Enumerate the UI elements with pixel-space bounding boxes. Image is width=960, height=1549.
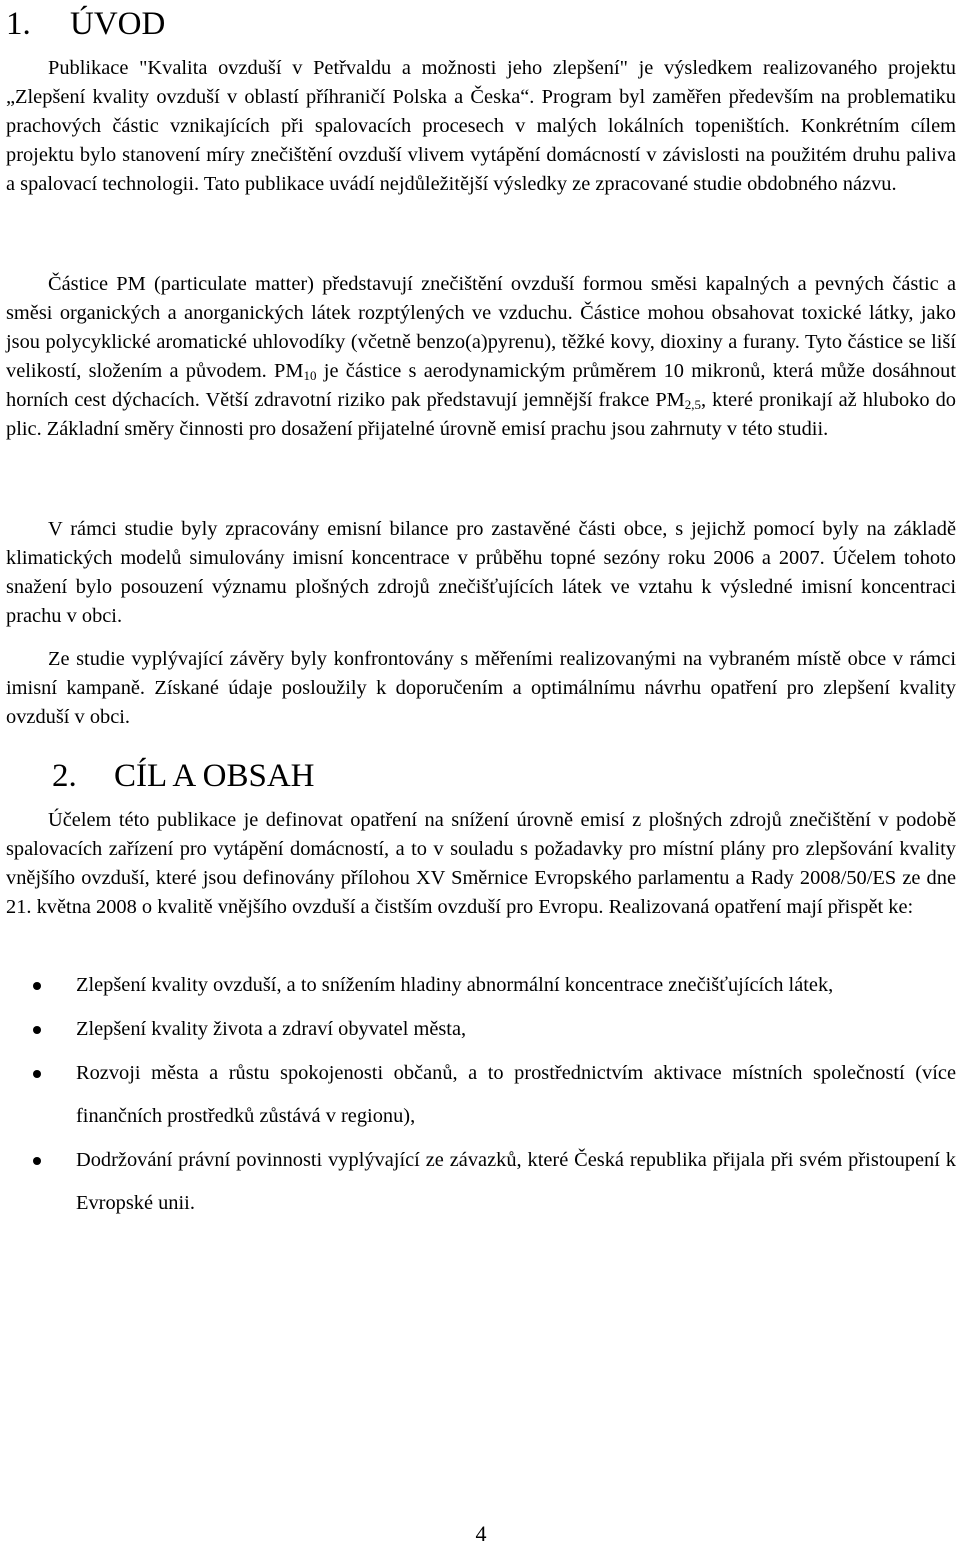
list-item [6, 1139, 956, 1225]
bullet-icon [33, 1157, 41, 1165]
section-number: 2. [52, 758, 77, 794]
list-item-text: Dodržování právní povinnosti vyplývající ze závazků, které Česká republika přijala při svém přistoupení k Evropské unii. [76, 1149, 956, 1214]
paragraph-text: Částice PM (particulate matter) představují znečištění ovzduší formou směsi kapalných a pevných částic a směsi organických a anorganických látek rozptýlených ve vzduchu. Částice mohou obsahovat toxické látky, jako jsou polycyklické aromatické uhlovodíky (včetně benzo(a)pyrenu), těžké kovy, dioxiny a furany. Tyto částice se liší velikostí, složením a původem. PM [6, 273, 956, 382]
bullet-icon [33, 1070, 41, 1078]
paragraph-text: je částice s aerodynamickým průměrem 10 mikronů, která může dosáhnout horních cest dýchacích. Větší zdravotní riziko pak představují jemnější frakce PM [6, 360, 956, 411]
paragraph-particles [6, 270, 956, 444]
section-number: 1. [6, 6, 31, 42]
paragraph-intro: Publikace "Kvalita ovzduší v Petřvaldu a možnosti jeho zlepšení" je výsledkem realizovaného projektu „Zlepšení kvality ovzduší v oblastí příhraničí Polska a Česka“. Program byl zaměřen především na problematiku prachových částic vznikajících při spalovacích procesech v malých lokálních topeništích. Konkrétním cílem projektu bylo stanovení míry znečištění ovzduší vlivem vytápění domácností v závislosti na použitém druhu paliva a spalovací technologii. Tato publikace uvádí nejdůležitější výsledky ze zpracované studie obdobného názvu. [6, 57, 956, 195]
section-heading-cil-a-obsah [52, 756, 314, 796]
section-heading-uvod [6, 4, 165, 44]
list-item-text: Rozvoji města a růstu spokojenosti občanů, a to prostřednictvím aktivace místních společností (více finančních prostředků zůstává v regionu), [76, 1062, 956, 1127]
page-number: 4 [475, 1521, 487, 1546]
subscript-10: 10 [303, 368, 317, 383]
section-title: CÍL A OBSAH [114, 758, 315, 794]
bullet-icon [33, 982, 41, 990]
paragraph-study: V rámci studie byly zpracovány emisní bilance pro zastavěné části obce, s jejichž pomocí byly na základě klimatických modelů simulovány imisní koncentrace v průběhu topné sezóny roku 2006 a 2007. Účelem tohoto snažení bylo posouzení významu plošných zdrojů znečišťujících látek ve vztahu k výsledné imisní koncentraci prachu v obci. [6, 518, 956, 627]
bullet-icon [33, 1026, 41, 1034]
paragraph-conclusions: Ze studie vyplývající závěry byly konfrontovány s měřeními realizovanými na vybraném místě obce v rámci imisní kampaně. Získané údaje posloužily k doporučením a optimálnímu návrhu opatření pro zlepšení kvality ovzduší v obci. [6, 648, 956, 728]
section-title: ÚVOD [70, 6, 166, 42]
list-item [6, 964, 956, 1007]
paragraph-purpose: Účelem této publikace je definovat opatření na snížení úrovně emisí z plošných zdrojů znečištění v podobě spalovacích zařízení pro vytápění domácností, a to v souladu s požadavky pro místní plány pro zlepšování kvality vnějšího ovzduší, které jsou definovány přílohou XV Směrnice Evropského parlamentu a Rady 2008/50/ES ze dne 21. května 2008 o kvalitě vnějšího ovzduší a čistším ovzduší pro Evropu. Realizovaná opatření mají přispět ke: [6, 809, 956, 918]
list-item-text: Zlepšení kvality ovzduší, a to snížením hladiny abnormální koncentrace znečišťujících látek, [76, 974, 834, 996]
list-item-text: Zlepšení kvality života a zdraví obyvatel města, [76, 1018, 467, 1040]
paragraph-text: , které pronikají až hluboko do plic. Základní směry činnosti pro dosažení přijatelné úrovně emisí prachu jsou zahrnuty v této studii. [6, 389, 956, 440]
list-item [6, 1052, 956, 1138]
measures-list [6, 964, 956, 1226]
subscript-2-5: 2,5 [684, 397, 702, 412]
list-item [6, 1008, 956, 1051]
